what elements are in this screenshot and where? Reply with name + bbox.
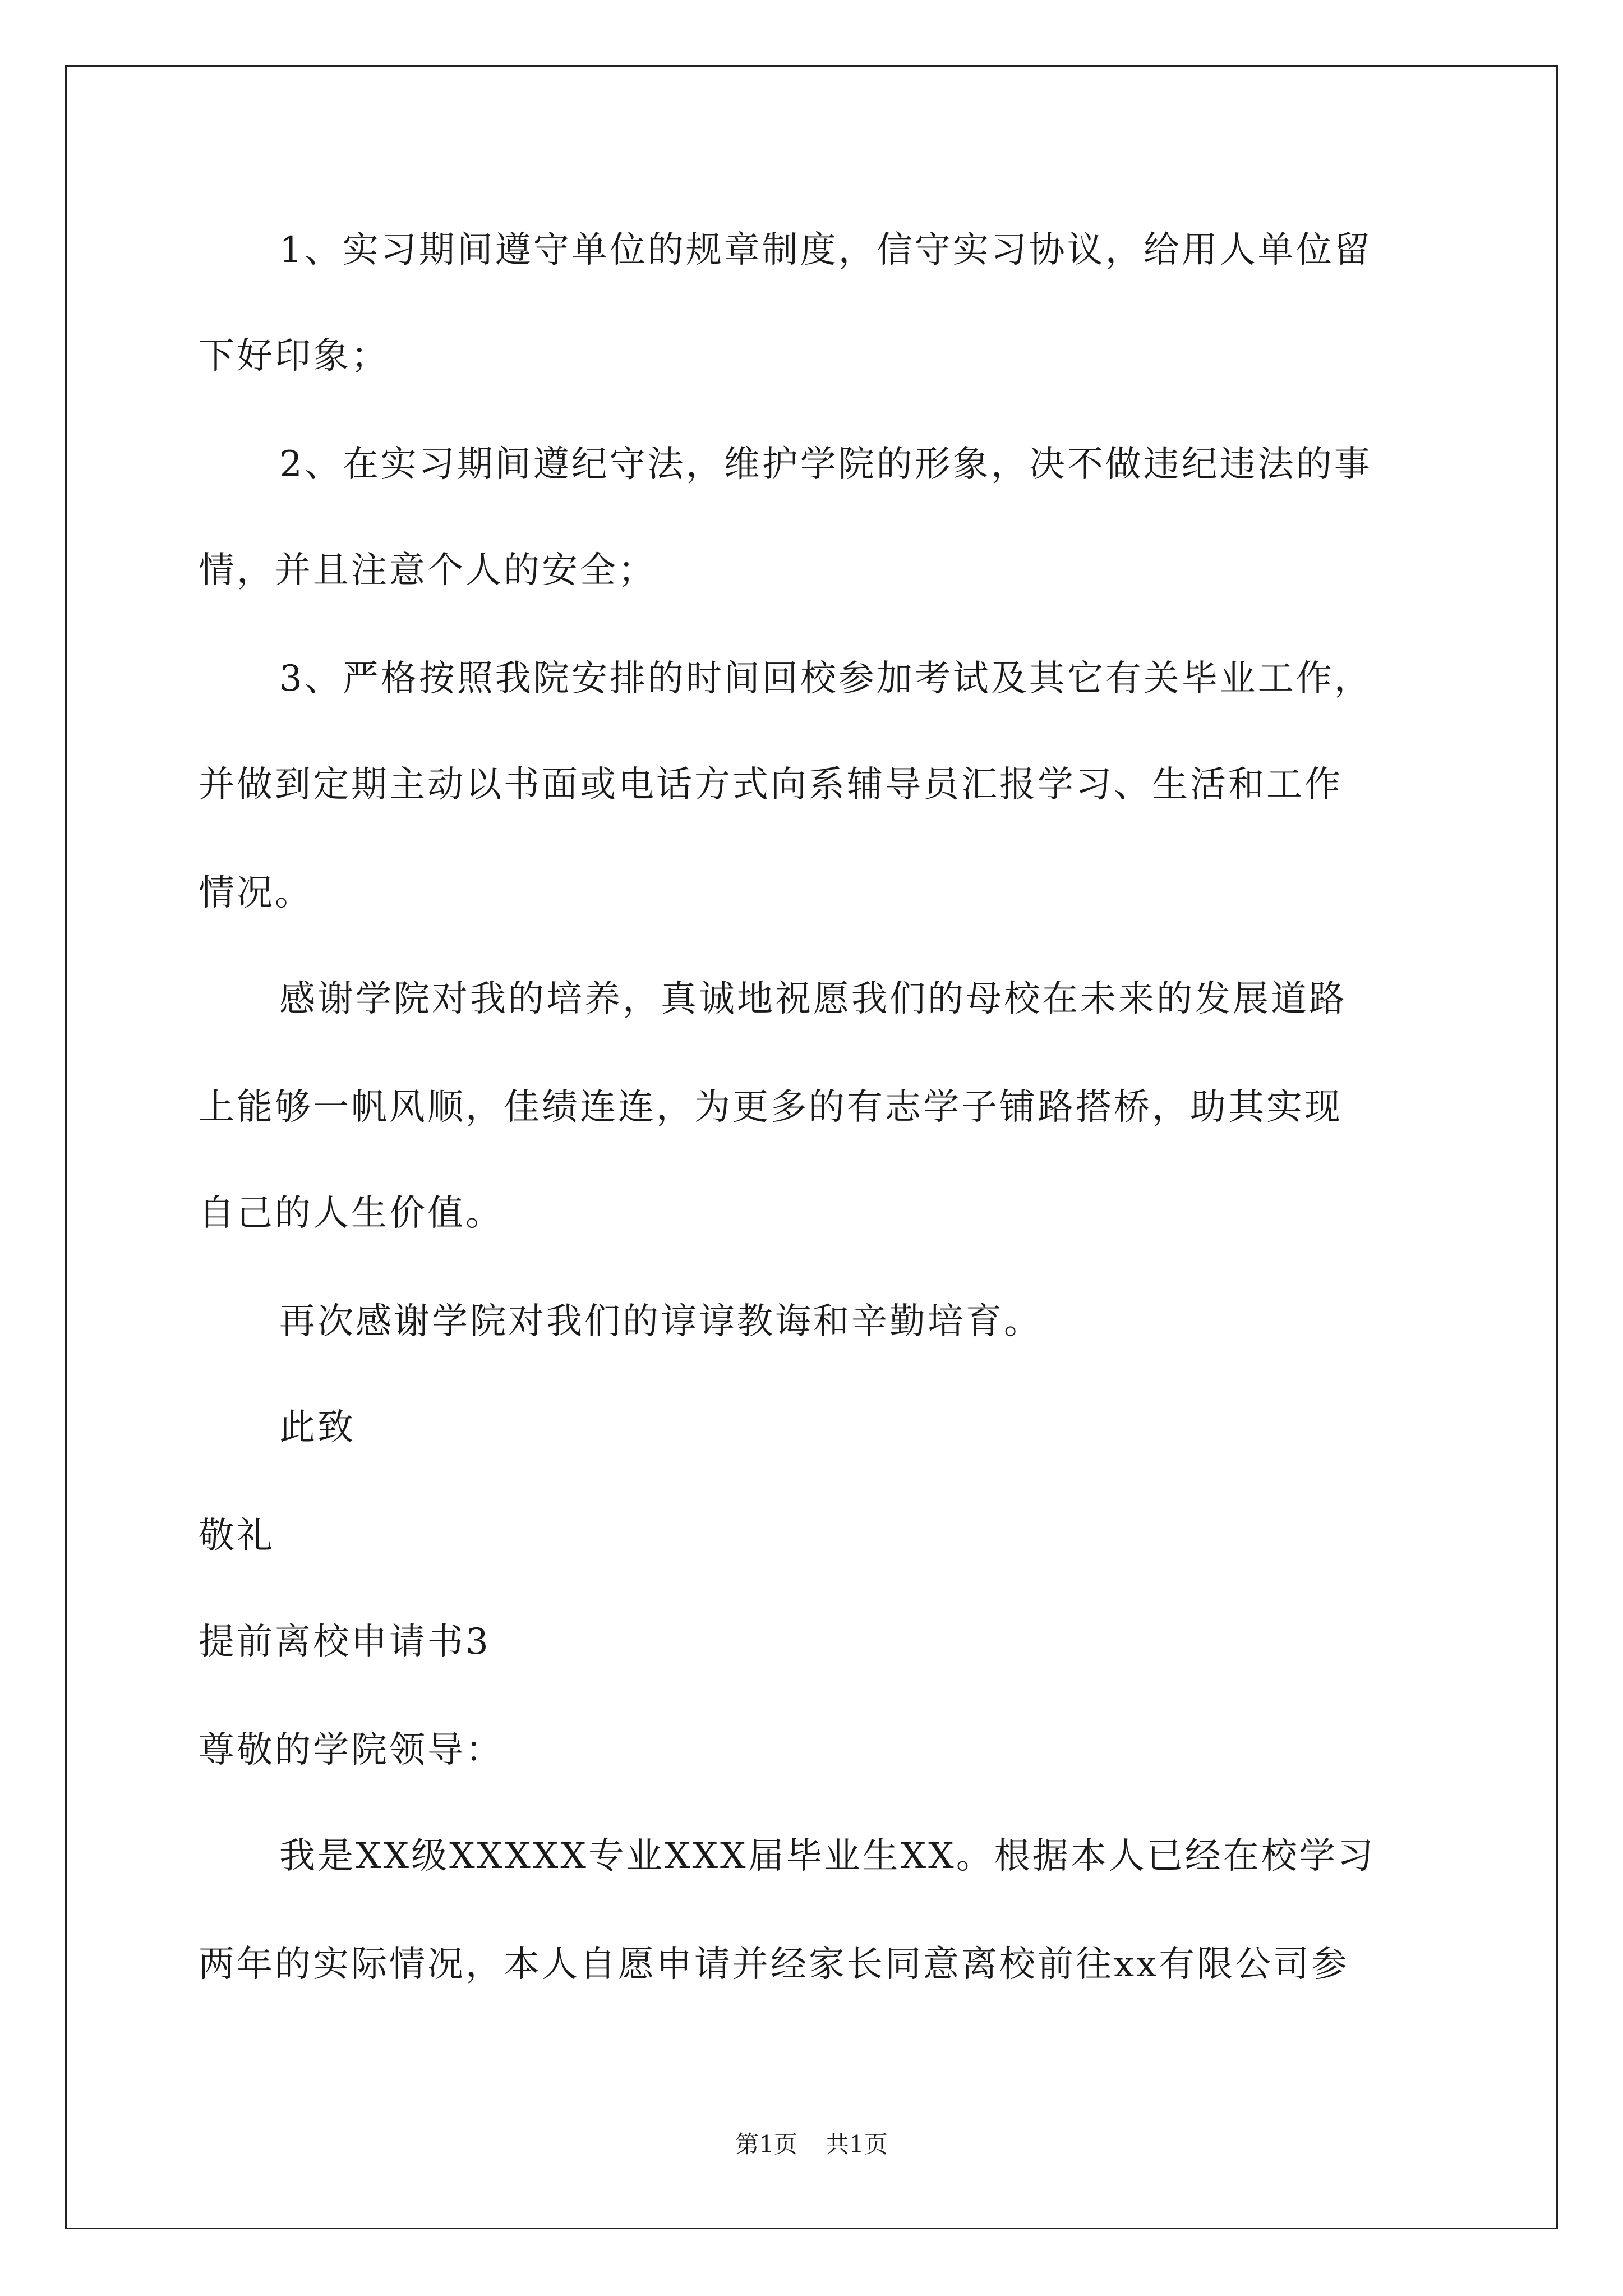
page-total: 共1页	[826, 2131, 888, 2158]
page-border	[65, 65, 1558, 2229]
closing-line: 此致	[279, 1407, 356, 1448]
paragraph-line: 自己的人生价值。	[199, 1193, 504, 1234]
page-number: 第1页	[735, 2131, 797, 2158]
paragraph-line: 1、实习期间遵守单位的规章制度，信守实习协议，给用人单位留	[279, 229, 1372, 271]
section-title: 提前离校申请书3	[199, 1621, 491, 1663]
paragraph-line: 情，并且注意个人的安全；	[199, 550, 656, 591]
paragraph-line: 上能够一帆风顺，佳绩连连，为更多的有志学子铺路搭桥，助其实现	[199, 1087, 1343, 1128]
paragraph-line: 并做到定期主动以书面或电话方式向系辅导员汇报学习、生活和工作	[199, 764, 1343, 806]
paragraph-line: 情况。	[199, 872, 313, 914]
paragraph-line: 再次感谢学院对我们的谆谆教诲和辛勤培育。	[279, 1301, 1042, 1342]
paragraph-line: 我是XX级XXXXX专业XXX届毕业生XX。根据本人已经在校学习	[279, 1835, 1376, 1877]
addressee-line: 尊敬的学院领导：	[199, 1729, 504, 1771]
page-footer	[0, 2131, 1623, 2159]
paragraph-line: 2、在实习期间遵纪守法，维护学院的形象，决不做违纪违法的事	[279, 444, 1372, 485]
paragraph-line: 下好印象；	[199, 335, 389, 377]
paragraph-line: 3、严格按照我院安排的时间回校参加考试及其它有关毕业工作，	[279, 658, 1372, 700]
paragraph-line: 两年的实际情况，本人自愿申请并经家长同意离校前往xx有限公司参	[199, 1944, 1350, 1985]
paragraph-line: 感谢学院对我的培养，真诚地祝愿我们的母校在未来的发展道路	[279, 978, 1347, 1020]
salutation-line: 敬礼	[199, 1515, 275, 1557]
